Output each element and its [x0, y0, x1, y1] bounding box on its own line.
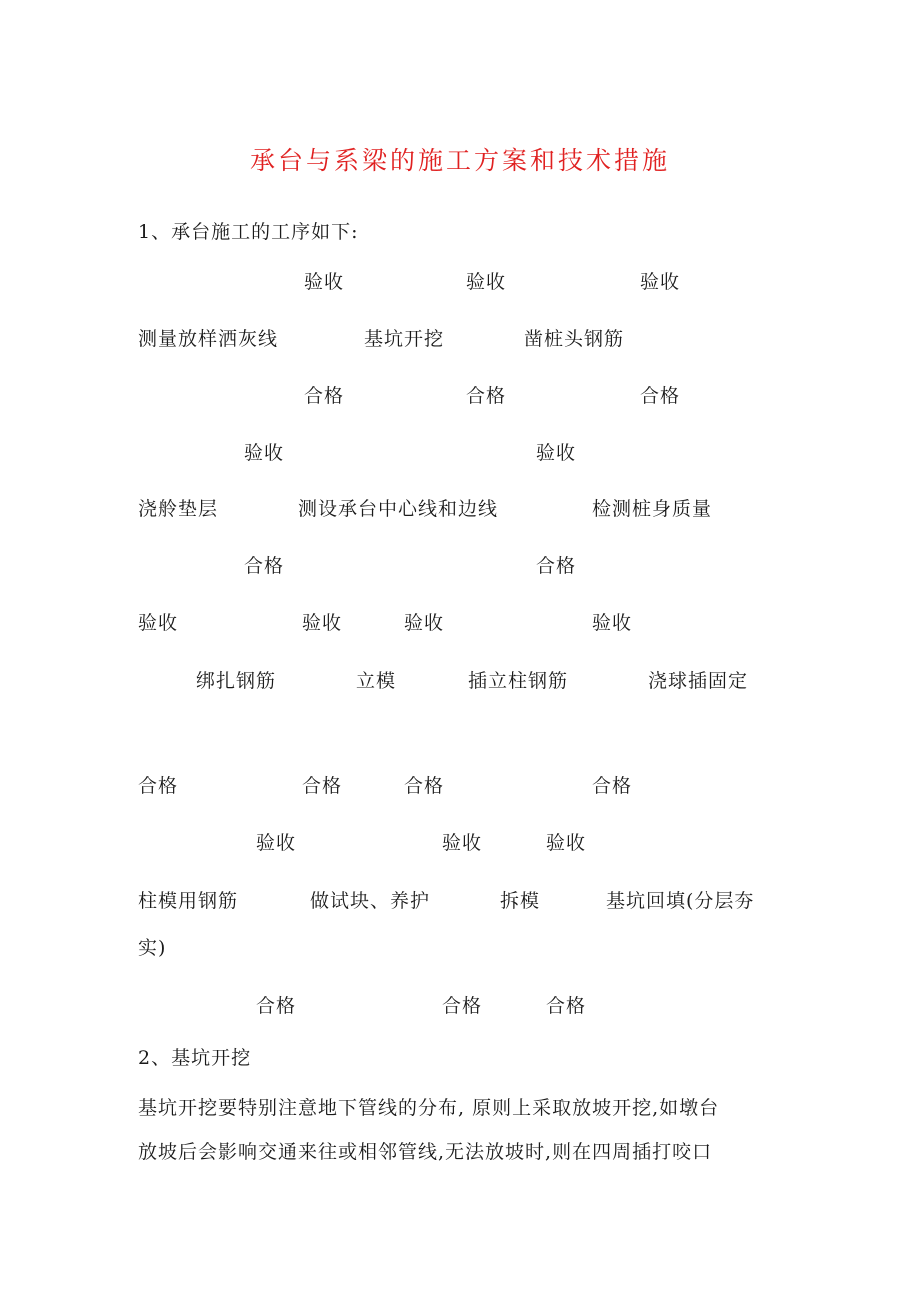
pass-label: 合格: [640, 385, 681, 407]
step-label: 插立柱钢筋: [468, 670, 569, 692]
check-label: 验收: [442, 832, 483, 854]
step-label: 拆模: [500, 890, 541, 912]
check-label: 验收: [304, 271, 345, 293]
check-label: 验收: [536, 442, 577, 464]
check-label: 验收: [404, 612, 445, 634]
check-label: 验收: [640, 271, 681, 293]
section-1-heading: 1、承台施工的工序如下:: [138, 221, 359, 243]
check-label: 验收: [138, 612, 179, 634]
pass-label: 合格: [302, 775, 343, 797]
pass-label: 合格: [244, 555, 285, 577]
pass-label: 合格: [592, 775, 633, 797]
section-2-heading: 2、基坑开挖: [138, 1047, 252, 1069]
step-label: 绑扎钢筋: [196, 670, 277, 692]
document-title: 承台与系梁的施工方案和技术措施: [249, 146, 670, 175]
pass-label: 合格: [304, 385, 345, 407]
step-label: 基坑回填(分层夯: [606, 890, 755, 912]
pass-label: 合格: [536, 555, 577, 577]
pass-label: 合格: [442, 995, 483, 1017]
body-paragraph-line: 放坡后会影响交通来往或相邻管线,无法放坡时,则在四周插打咬口: [138, 1141, 713, 1163]
check-label: 验收: [302, 612, 343, 634]
pass-label: 合格: [466, 385, 507, 407]
step-label: 柱模用钢筋: [138, 890, 239, 912]
step-label: 测设承台中心线和边线: [298, 498, 499, 520]
step-label: 基坑开挖: [364, 328, 445, 350]
step-label: 浇球插固定: [648, 670, 749, 692]
check-label: 验收: [546, 832, 587, 854]
check-label: 验收: [592, 612, 633, 634]
body-paragraph-line: 基坑开挖要特别注意地下管线的分布, 原则上采取放坡开挖,如墩台: [138, 1097, 720, 1119]
check-label: 验收: [244, 442, 285, 464]
step-label-wrap: 实): [138, 937, 167, 959]
pass-label: 合格: [546, 995, 587, 1017]
pass-label: 合格: [256, 995, 297, 1017]
check-label: 验收: [256, 832, 297, 854]
step-label: 检测桩身质量: [592, 498, 713, 520]
step-label: 立模: [356, 670, 397, 692]
pass-label: 合格: [138, 775, 179, 797]
step-label: 做试块、养护: [310, 890, 431, 912]
step-label: 凿桩头钢筋: [524, 328, 625, 350]
step-label: 测量放样洒灰线: [138, 328, 279, 350]
check-label: 验收: [466, 271, 507, 293]
pass-label: 合格: [404, 775, 445, 797]
step-label: 浇舲垫层: [138, 498, 219, 520]
